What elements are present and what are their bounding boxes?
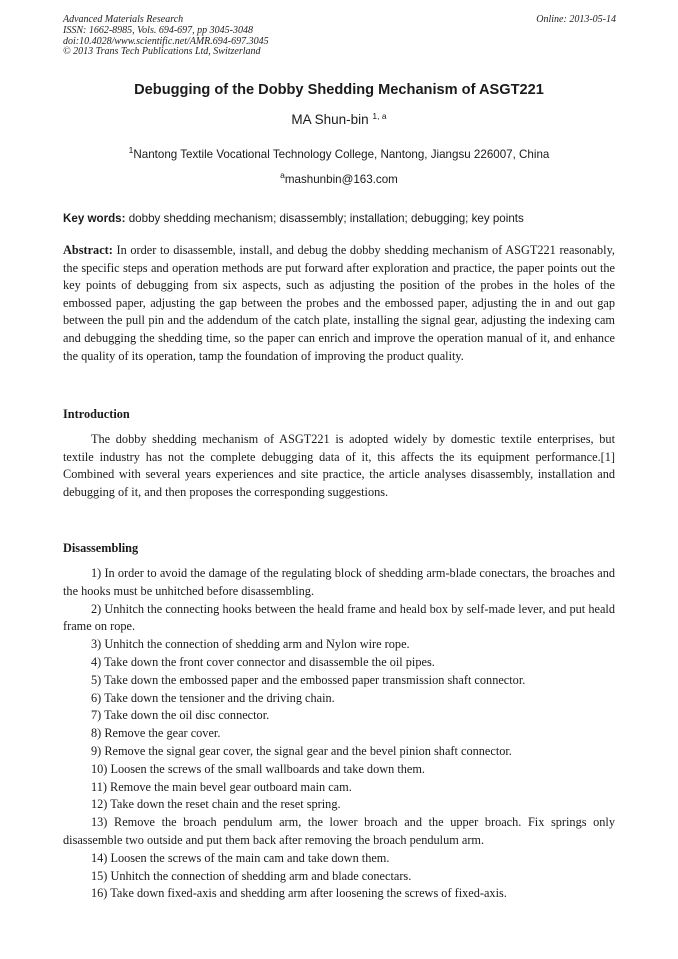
author-superscript: 1, a: [372, 111, 387, 121]
list-item: 3) Unhitch the connection of shedding arm and Nylon wire rope.: [91, 637, 410, 652]
abstract-text: In order to disassemble, install, and debug the dobby shedding mechanism of ASGT221 reasonably, the specific steps and operation methods are put forward after exploration and practice, the paper points out the key points of debugging from six aspects, such as adjusting the position of the probes in the holes of the embossed paper, adjusting the gap between the probes and the embossed paper, adjusting the in and out gap between the pull pin and the addendum of the catch plate, installing the signal gear, adjusting the indexing cam and debugging the shedding time, so the paper can enrich and improve the operation manual of it, and enhance the quality of its operation, tamp the foundation of improving the product quality.: [63, 243, 615, 363]
list-item: 8) Remove the gear cover.: [91, 726, 221, 741]
keywords-label: Key words:: [63, 212, 126, 225]
affiliation-superscript: 1: [128, 145, 134, 155]
issn-line: ISSN: 1662-8985, Vols. 694-697, pp 3045-3048: [63, 24, 253, 36]
disassembling-steps-list: [63, 565, 615, 903]
online-date: Online: 2013-05-14: [536, 14, 616, 25]
affiliation-text: Nantong Textile Vocational Technology College, Nantong, Jiangsu 226007, China: [133, 148, 550, 161]
abstract-label: Abstract:: [63, 243, 113, 257]
affiliation-line: [0, 145, 678, 161]
journal-name: Advanced Materials Research: [63, 14, 184, 25]
list-item: 5) Take down the embossed paper and the embossed paper transmission shaft connector.: [91, 672, 526, 687]
list-item: 16) Take down fixed-axis and shedding arm after loosening the screws of fixed-axis.: [91, 886, 507, 901]
list-item: 2) Unhitch the connecting hooks between the heald frame and heald box by self-made lever, and put heald frame on rope.: [63, 601, 615, 634]
introduction-heading: Introduction: [63, 407, 130, 421]
keywords-line: [63, 212, 616, 225]
author-name: MA Shun-bin: [291, 112, 373, 127]
list-item: 12) Take down the reset chain and the reset spring.: [91, 797, 341, 812]
email-address: mashunbin@163.com: [284, 173, 398, 186]
list-item: 10) Loosen the screws of the small wallboards and take down them.: [91, 761, 425, 776]
abstract-paragraph: [63, 242, 615, 365]
list-item: 1) In order to avoid the damage of the regulating block of shedding arm-blade conectars, the broaches and the hooks must be unhitched before disassembling.: [63, 566, 615, 598]
email-line: [0, 170, 678, 186]
author-line: [0, 112, 678, 127]
copyright-line: © 2013 Trans Tech Publications Ltd, Switzerland: [63, 46, 261, 58]
keywords-text: dobby shedding mechanism; disassembly; installation; debugging; key points: [125, 212, 524, 225]
list-item: 6) Take down the tensioner and the driving chain.: [91, 690, 335, 705]
list-item: 13) Remove the broach pendulum arm, the lower broach and the upper broach. Fix springs only disassemble two outside and put them back after removing the broach pendulum arm.: [63, 815, 615, 847]
doi-line: doi:10.4028/www.scientific.net/AMR.694-697.3045: [63, 35, 269, 47]
disassembling-heading: Disassembling: [63, 541, 139, 555]
email-superscript: a: [280, 170, 285, 180]
introduction-paragraph: The dobby shedding mechanism of ASGT221 is adopted widely by domestic textile enterprises, but textile industry has not the complete debugging data of it, this affects the its equipment performance.[1] Combined with several years experiences and site practice, the article analyses disassembly, installation and debugging of it, and then proposes the corresponding suggestions.: [63, 432, 615, 499]
list-item: 11) Remove the main bevel gear outboard main cam.: [91, 779, 352, 794]
publication-header: [63, 15, 616, 58]
list-item: 9) Remove the signal gear cover, the signal gear and the bevel pinion shaft connector.: [91, 743, 512, 758]
list-item: 14) Loosen the screws of the main cam and take down them.: [91, 850, 390, 865]
list-item: 7) Take down the oil disc connector.: [91, 708, 270, 723]
paper-title: Debugging of the Dobby Shedding Mechanism of ASGT221: [134, 82, 544, 98]
list-item: 15) Unhitch the connection of shedding arm and blade conectars.: [91, 868, 412, 883]
list-item: 4) Take down the front cover connector and disassemble the oil pipes.: [91, 654, 435, 669]
